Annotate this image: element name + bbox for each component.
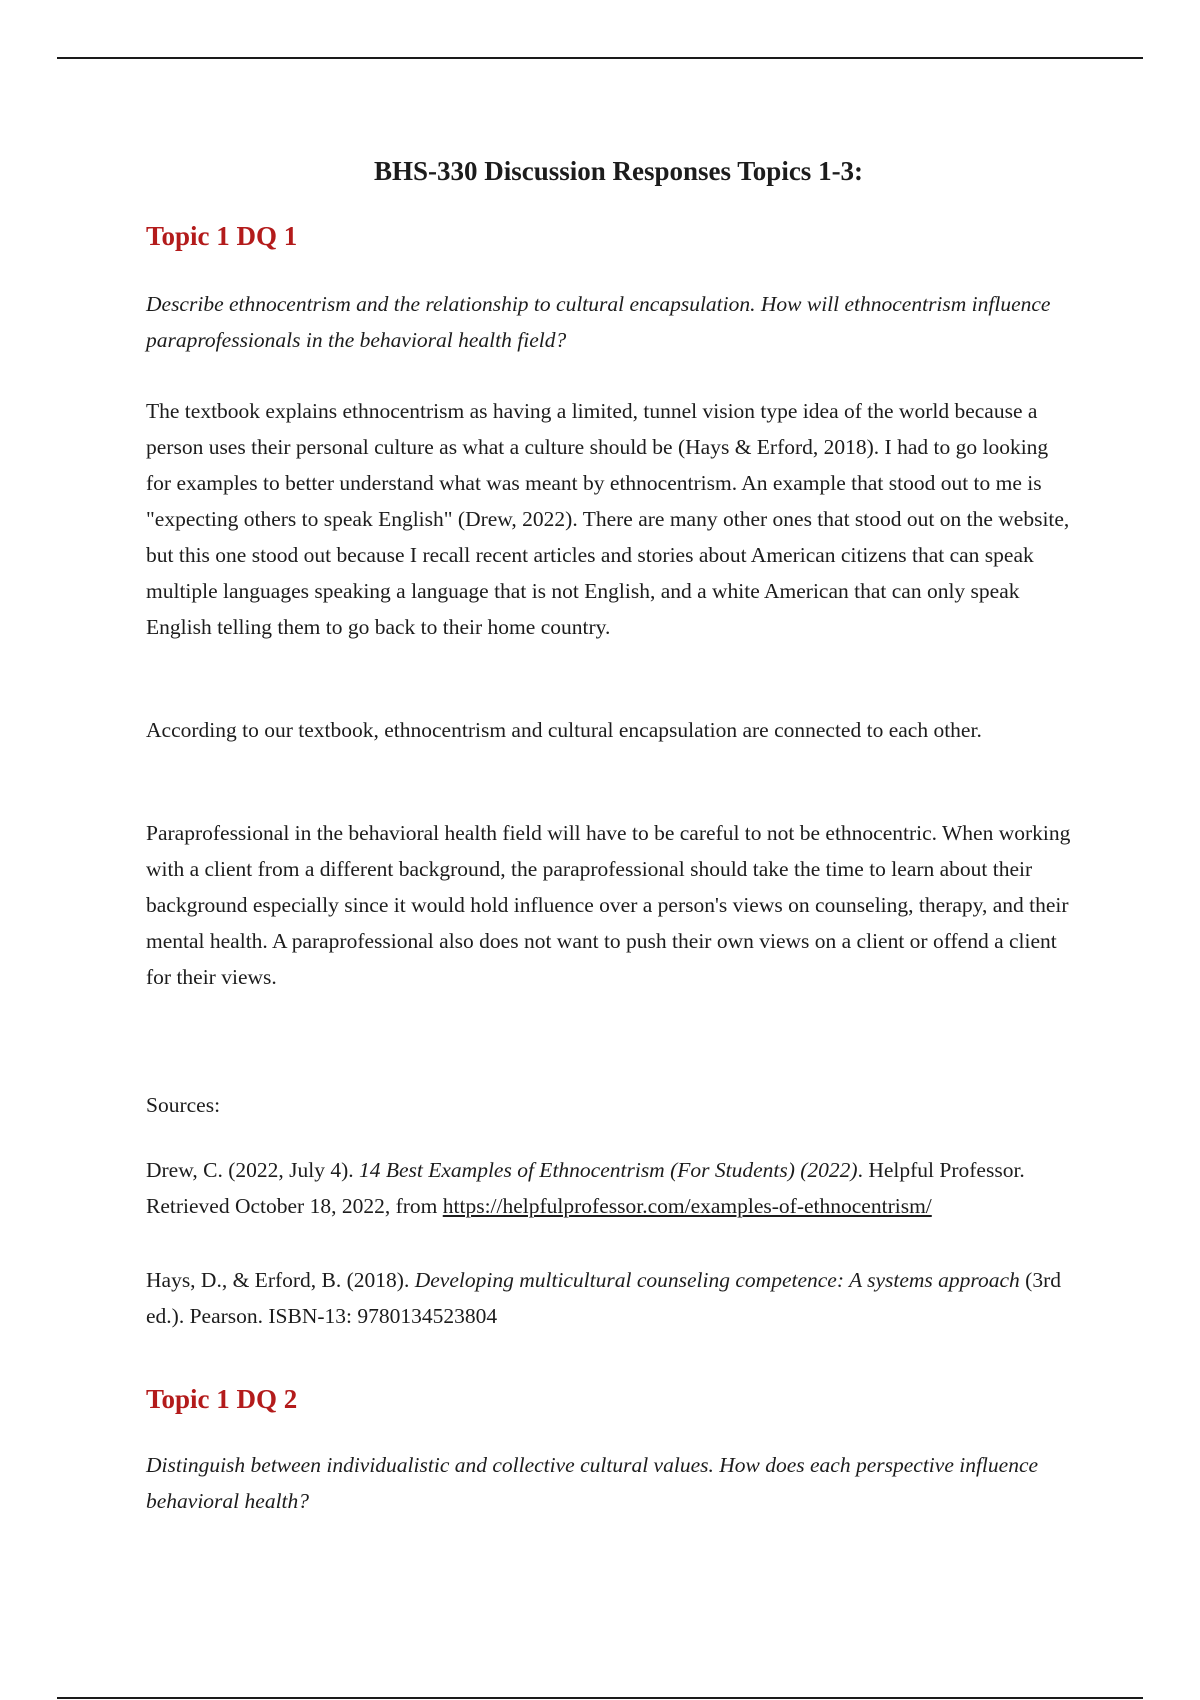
source2-tail: (3rd ed.). Pearson. ISBN-13: 9780134523804 [146, 1268, 1061, 1328]
topic-heading-1: Topic 1 DQ 1 [146, 221, 298, 251]
source1-link[interactable]: https://helpfulprofessor.com/examples-of-ethnocentrism/ [442, 1194, 932, 1218]
topic-heading-2: Topic 1 DQ 2 [146, 1384, 298, 1414]
source-citation-1 [146, 1152, 1076, 1224]
document-title: BHS-330 Discussion Responses Topics 1-3: [373, 156, 864, 186]
source2-title: Developing multicultural counseling competence: A systems approach [414, 1268, 1020, 1292]
source1-lead: Drew, C. (2022, July 4). [146, 1158, 359, 1182]
source1-tail: . Helpful Professor. Retrieved October 18, 2022, from [146, 1158, 1025, 1218]
discussion-question-2: Distinguish between individualistic and collective cultural values. How does each perspective influence behavioral health? [146, 1453, 1039, 1513]
response-paragraph-1: The textbook explains ethnocentrism as having a limited, tunnel vision type idea of the world because a person uses their personal culture as what a culture should be (Hays & Erford, 2018). I had to go looking for examples to better understand what was meant by ethnocentrism. An example that stood out to me is "expecting others to speak English" (Drew, 2022). There are many other ones that stood out on the website, but this one stood out because I recall recent articles and stories about American citizens that can speak multiple languages speaking a language that is not English, and a white American that can only speak English telling them to go back to their home country. [146, 399, 1070, 639]
response-paragraph-2: According to our textbook, ethnocentrism and cultural encapsulation are connected to each other. [146, 718, 982, 742]
sources-label: Sources: [146, 1093, 221, 1117]
source1-title: 14 Best Examples of Ethnocentrism (For Students) (2022) [358, 1158, 858, 1182]
bottom-rule [57, 1697, 1143, 1699]
source-citation-2 [146, 1262, 1076, 1334]
top-rule [57, 57, 1143, 59]
source2-lead: Hays, D., & Erford, B. (2018). [146, 1268, 415, 1292]
discussion-question-1: Describe ethnocentrism and the relationship to cultural encapsulation. How will ethnocentrism influence paraprofessionals in the behavioral health field? [146, 292, 1051, 352]
response-paragraph-3: Paraprofessional in the behavioral health field will have to be careful to not be ethnocentric. When working with a client from a different background, the paraprofessional should take the time to learn about their background especially since it would hold influence over a person's views on counseling, therapy, and their mental health. A paraprofessional also does not want to push their own views on a client or offend a client for their views. [146, 821, 1071, 989]
